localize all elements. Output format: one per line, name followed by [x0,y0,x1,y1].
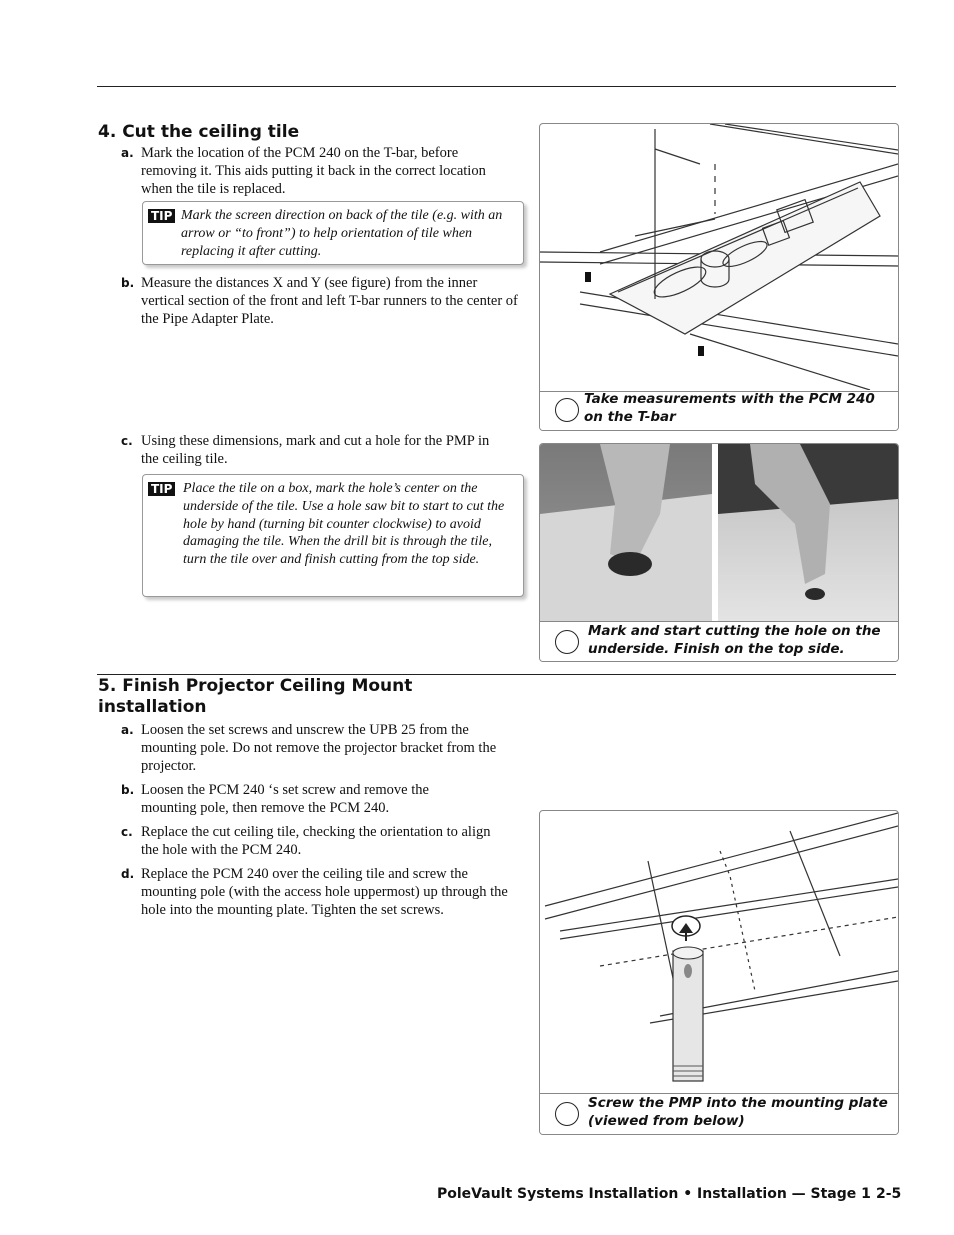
figure-caption [540,391,898,430]
tip-badge: TIP [148,482,175,496]
tip-text: Mark the screen direction on back of the tile (e.g. with an arrow or “to front”) to help orientation of tile when replacing it after cutting. [181,208,503,259]
caption-text: Screw the PMP into the mounting plate (viewed from below) [588,1095,888,1129]
tip-badge: TIP [148,209,175,223]
step-text: Using these dimensions, mark and cut a hole for the PMP in the ceiling tile. [141,433,490,467]
step-text: Replace the PCM 240 over the ceiling tile and screw the mounting pole (with the access hole uppermost) up through the hole into the mounting plate. Tighten the set screws. [141,866,508,918]
step-label: a. [121,723,134,737]
figure-caption [540,621,898,661]
figure-callout-circle [555,398,579,422]
section-4-heading: 4. Cut the ceiling tile [98,122,300,142]
step-text: Mark the location of the PCM 240 on the T-bar, before removing it. This aids putting it back in the correct location when the tile is replaced. [141,145,486,197]
step-text: Loosen the set screws and unscrew the UPB 25 from the mounting pole. Do not remove the projector bracket from the projector. [141,722,497,774]
step-text: Replace the cut ceiling tile, checking the orientation to align the hole with the PCM 240. [141,824,491,858]
figure-callout-circle [555,630,579,654]
tip-text: Place the tile on a box, mark the hole’s center on the underside of the tile. Use a hole saw bit to start to cut the hole by hand (turning bit counter clockwise) to avoid damaging the tile. When the drill bit is through the tile, turn the tile over and finish cutting from the top side. [183,481,505,568]
step-text: Loosen the PCM 240 ‘s set screw and remove the mounting pole, then remove the PCM 240. [141,782,429,816]
step-label: a. [121,146,134,160]
section-rule [97,674,896,675]
figure-measurements [539,123,899,431]
tip-box-2 [142,474,524,597]
step-text: Measure the distances X and Y (see figure) from the inner vertical section of the front and left T-bar runners to the center of the Pipe Adapter Plate. [141,275,518,327]
figure-cutting-hole [539,443,899,662]
section-5-heading-text: 5. Finish Projector Ceiling Mount installation [98,676,413,717]
figure-callout-circle [555,1102,579,1126]
step-label: c. [121,434,133,448]
step-label: d. [121,867,135,881]
step-label: b. [121,783,135,797]
section-5-heading [98,676,428,718]
header-rule [97,86,896,87]
pmp-ceiling-illustration [540,811,898,1094]
caption-text: Mark and start cutting the hole on the underside. Finish on the top side. [588,623,881,657]
cutting-photos [540,444,898,622]
step-label: c. [121,825,133,839]
caption-text: Take measurements with the PCM 240 on the T-bar [584,391,875,425]
figure-screw-pmp [539,810,899,1135]
page-number: 2-5 [876,1186,902,1202]
step-label: b. [121,276,135,290]
footer-title: PoleVault Systems Installation • Installation — Stage 1 [437,1186,871,1202]
tip-box-1 [142,201,524,265]
tbar-ceiling-illustration [540,124,898,390]
figure-caption [540,1093,898,1134]
